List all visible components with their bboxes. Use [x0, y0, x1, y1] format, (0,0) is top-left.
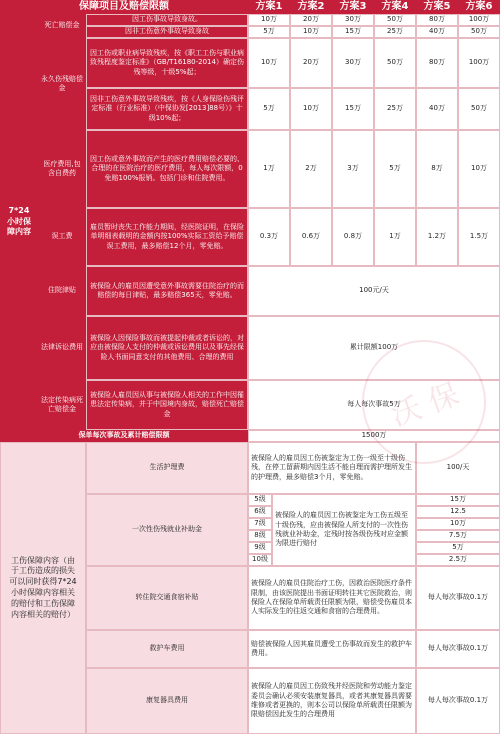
value-row-7: 100元/天	[248, 266, 500, 316]
category-care-fee: 生活护理费	[86, 442, 248, 494]
value-r4-p5: 40万	[416, 88, 458, 130]
watermark-logo: 沃 保	[345, 323, 500, 482]
amount-grade-10: 2.5万	[416, 554, 500, 566]
value-care-fee: 100/天	[416, 442, 500, 494]
category-legal: 法律诉讼费用	[38, 316, 86, 380]
grade-10: 10级	[248, 554, 272, 566]
value-r3-p3: 30万	[332, 38, 374, 88]
plan-header-3: 方案3	[332, 0, 374, 14]
value-r3-p6: 100万	[458, 38, 500, 88]
value-r5-p4: 5万	[374, 130, 416, 208]
desc-row-2: 因非工伤意外事故导致身故	[86, 26, 248, 38]
plan-header-4: 方案4	[374, 0, 416, 14]
desc-row-3: 因工伤或职业病导致残疾，按《职工工伤与职业病致残程度鉴定标准》（GB/T16180-2014）确定伤残等级，十级5%起；	[86, 38, 248, 88]
amount-grade-5: 15万	[416, 494, 500, 506]
category-rehab-devices: 康复器具费用	[86, 668, 248, 734]
value-r2-p3: 15万	[332, 26, 374, 38]
value-row-8: 累计限额100万	[248, 316, 500, 380]
plan-header-6: 方案6	[458, 0, 500, 14]
amount-grade-6: 12.5	[416, 506, 500, 518]
value-transfer-transport: 每人每次事故0.1万	[416, 566, 500, 630]
category-hospital-allowance: 住院津贴	[38, 266, 86, 316]
value-r6-p4: 1万	[374, 208, 416, 266]
value-r6-p3: 0.8万	[332, 208, 374, 266]
plan-header-5: 方案5	[416, 0, 458, 14]
plan-header-2: 方案2	[290, 0, 332, 14]
value-r2-p5: 40万	[416, 26, 458, 38]
desc-row-6: 雇员暂时丧失工作能力期间，经医院证明，在保险单明细表载明的金额内按100%实际工资给予赔偿误工费用，最多赔偿12个月，零免赔。	[86, 208, 248, 266]
table-title: 保障项目及赔偿限额	[0, 0, 248, 14]
value-rehab-devices: 每人每次事故0.1万	[416, 668, 500, 734]
value-r2-p1: 5万	[248, 26, 290, 38]
grade-7: 7级	[248, 518, 272, 530]
total-label: 保单每次事故及累计赔偿限额	[0, 430, 248, 442]
section-label-work-injury: 工伤保障内容（由于工伤造成的损失可以同时获得7*24小时保障内容相关的赔付和工伤保障内容相关的赔付）	[0, 442, 86, 734]
value-r5-p5: 8万	[416, 130, 458, 208]
value-r1-p5: 80万	[416, 14, 458, 26]
value-r2-p6: 50万	[458, 26, 500, 38]
category-disability-employment: 一次性伤残就业补助金	[86, 494, 248, 566]
desc-row-9: 被保险人雇员因从事与被保险人相关的工作中因罹患法定传染病，并于中国境内身故，赔偿死亡赔偿金	[86, 380, 248, 430]
amount-grade-9: 5万	[416, 542, 500, 554]
value-r1-p1: 10万	[248, 14, 290, 26]
value-r2-p4: 25万	[374, 26, 416, 38]
category-disability: 永久伤残赔偿金	[38, 38, 86, 130]
value-r3-p5: 80万	[416, 38, 458, 88]
value-r3-p2: 20万	[290, 38, 332, 88]
value-r6-p2: 0.6万	[290, 208, 332, 266]
value-r4-p1: 5万	[248, 88, 290, 130]
value-r4-p6: 50万	[458, 88, 500, 130]
category-medical: 医疗费用,包含自费药	[38, 130, 86, 208]
desc-care-fee: 被保险人的雇员因工伤被鉴定为工伤一级至十级伤残，在停工留薪期内因生活不能自理而需护理所发生的护理费，最多赔偿3个月，零免赔。	[248, 442, 416, 494]
value-r4-p4: 25万	[374, 88, 416, 130]
value-r6-p5: 1.2万	[416, 208, 458, 266]
value-r3-p1: 10万	[248, 38, 290, 88]
value-r4-p3: 15万	[332, 88, 374, 130]
value-r6-p6: 1.5万	[458, 208, 500, 266]
value-r1-p6: 100万	[458, 14, 500, 26]
desc-ambulance: 赔偿被保险人因其雇员遭受工伤事故而发生的救护车费用。	[248, 630, 416, 668]
desc-row-8: 被保险人因保险事故而被提起仲裁或者诉讼的，对应由被保险人支付的仲裁或诉讼费用以及事先经保险人书面同意支付的其他费用、合理的费用	[86, 316, 248, 380]
value-r1-p2: 20万	[290, 14, 332, 26]
value-ambulance: 每人每次事故0.1万	[416, 630, 500, 668]
amount-grade-8: 7.5万	[416, 530, 500, 542]
desc-row-7: 被保险人的雇员因遭受意外事故需要住院治疗的而赔偿的每日津贴，最多赔偿365天，零免赔。	[86, 266, 248, 316]
grade-9: 9级	[248, 542, 272, 554]
desc-transfer-transport: 被保险人的雇员住院治疗工伤，因救治医院医疗条件限制，由该医院提出书面证明转往其它医院救治，则保险人在保险单所载责任限额为限，赔偿受伤雇员本人实际发生的往返交通和食宿的合理费用。	[248, 566, 416, 630]
desc-disability-employment: 被保险人的雇员因工伤被鉴定为工伤五级至十级伤残，应由被保险人所支付的一次性伤残就业补助金，定残时按各级伤残对应金额为限进行赔付	[272, 494, 416, 566]
grade-8: 8级	[248, 530, 272, 542]
plan-header-1: 方案1	[248, 0, 290, 14]
value-r6-p1: 0.3万	[248, 208, 290, 266]
value-r5-p6: 10万	[458, 130, 500, 208]
value-r5-p1: 1万	[248, 130, 290, 208]
value-r1-p3: 30万	[332, 14, 374, 26]
category-transfer-transport: 转住院交通食宿补贴	[86, 566, 248, 630]
amount-grade-7: 10万	[416, 518, 500, 530]
grade-6: 6级	[248, 506, 272, 518]
value-r2-p2: 10万	[290, 26, 332, 38]
category-infectious: 法定传染病死亡赔偿金	[38, 380, 86, 430]
desc-row-4: 因非工伤意外事故导致残疾，按《人身保险伤残评定标准（行业标准）（中保协发[2013]88号）》十级10%起；	[86, 88, 248, 130]
category-lost-wages: 误工费	[38, 208, 86, 266]
value-r5-p3: 3万	[332, 130, 374, 208]
total-value: 1500万	[248, 430, 500, 442]
value-r3-p4: 50万	[374, 38, 416, 88]
desc-rehab-devices: 被保险人的雇员因工伤致残并经医院和劳动能力鉴定委员会确认必须安装康复器具，或者其康复器具需要维修或者更换的，则本公司以保险单所载责任限额为限赔偿因此发生的合理费用	[248, 668, 416, 734]
desc-row-5: 因工伤或意外事故而产生的医疗费用赔偿必要的、合理的在医院治疗的医疗费用，每人每次限额，0免赔100%报销。包括门诊和住院费用。	[86, 130, 248, 208]
value-r1-p4: 50万	[374, 14, 416, 26]
desc-row-1: 因工伤事故导致身故。	[86, 14, 248, 26]
category-ambulance: 救护车费用	[86, 630, 248, 668]
value-row-9: 每人每次事故5万	[248, 380, 500, 430]
section-label-24h: 7*24小时保障内容	[0, 14, 38, 430]
value-r5-p2: 2万	[290, 130, 332, 208]
value-r4-p2: 10万	[290, 88, 332, 130]
category-death: 死亡赔偿金	[38, 14, 86, 38]
grade-5: 5级	[248, 494, 272, 506]
